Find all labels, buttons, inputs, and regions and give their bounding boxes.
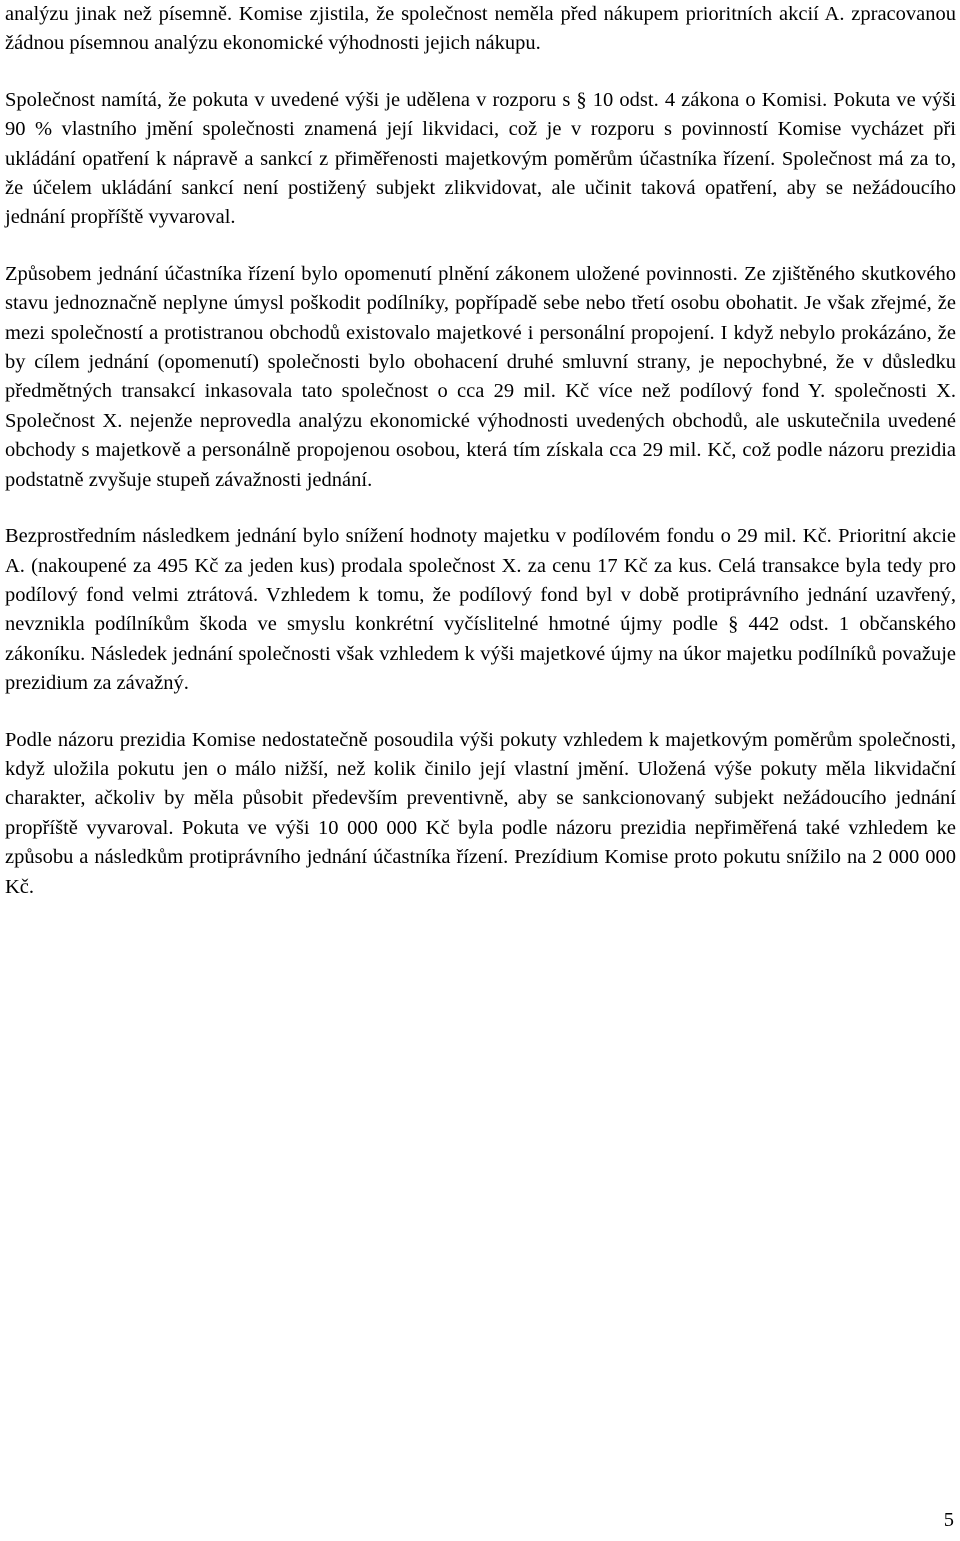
paragraph-consequence: Bezprostředním následkem jednání bylo snížení hodnoty majetku v podílovém fondu o 29 mil. Kč. Prioritní akcie A. (nakoupené za 495 Kč za jeden kus) prodala společnost X. za cenu 17 Kč za kus. Celá transakce byla tedy pro podílový fond velmi ztrátová. Vzhledem k tomu, že podílový fond byl v době protiprávního jednání uzavřený, nevznikla podílníkům škoda ve smyslu konkrétní vyčíslitelné hmotné újmy podle § 442 odst. 1 občanského zákoníku. Následek jednání společnosti však vzhledem k výši majetkové újmy na úkor majetku podílníků považuje prezidium za závažný. xyxy=(5,525,956,695)
paragraph-conduct: Způsobem jednání účastníka řízení bylo opomenutí plnění zákonem uložené povinnosti. Ze zjištěného skutkového stavu jednoznačně neplyne úmysl poškodit podílníky, popřípadě sebe nebo třetí osobu obohatit. Je však zřejmé, že mezi společností a protistranou obchodů existovalo majetkové i personální propojení. I když nebylo prokázáno, že by cílem jednání (opomenutí) společnosti bylo obohacení druhé smluvní strany, je nepochybné, že v důsledku předmětných transakcí inkasovala tato společnost o cca 29 mil. Kč více než podílový fond Y. společnosti X. Společnost X. nejenže neprovedla analýzu ekonomické výhodnosti uvedených obchodů, ale uskutečnila uvedené obchody s majetkově a personálně propojenou osobou, která tím získala cca 29 mil. Kč, což podle názoru prezidia podstatně zvyšuje stupeň závažnosti jednání. xyxy=(5,262,956,491)
paragraph-objection: Společnost namítá, že pokuta v uvedené výši je udělena v rozporu s § 10 odst. 4 zákona o Komisi. Pokuta ve výši 90 % vlastního jmění společnosti znamená její likvidaci, což je v rozporu s povinností Komise vycházet při ukládání opatření k nápravě a sankcí z přiměřenosti majetkovým poměrům účastníka řízení. Společnost má za to, že účelem ukládání sankcí není postižený subjekt zlikvidovat, ale učinit taková opatření, aby se nežádoucího jednání propříště vyvaroval. xyxy=(5,88,956,229)
page-number: 5 xyxy=(943,1509,954,1531)
paragraph-penalty-reduction: Podle názoru prezidia Komise nedostatečně posoudila výši pokuty vzhledem k majetkovým poměrům společnosti, když uložila pokutu jen o málo nižší, než kolik činilo její vlastní jmění. Uložená výše pokuty měla likvidační charakter, ačkoliv by měla působit především preventivně, aby se sankcionovaný subjekt nežádoucího jednání propříště vyvaroval. Pokuta ve výši 10 000 000 Kč byla podle názoru prezidia nepřiměřená také vzhledem ke způsobu a následkům protiprávního jednání účastníka řízení. Prezídium Komise proto pokutu snížilo na 2 000 000 Kč. xyxy=(5,728,956,898)
paragraph-analysis: analýzu jinak než písemně. Komise zjistila, že společnost neměla před nákupem prioritních akcií A. zpracovanou žádnou písemnou analýzu ekonomické výhodnosti jejich nákupu. xyxy=(5,3,956,55)
document-page xyxy=(5,0,956,902)
